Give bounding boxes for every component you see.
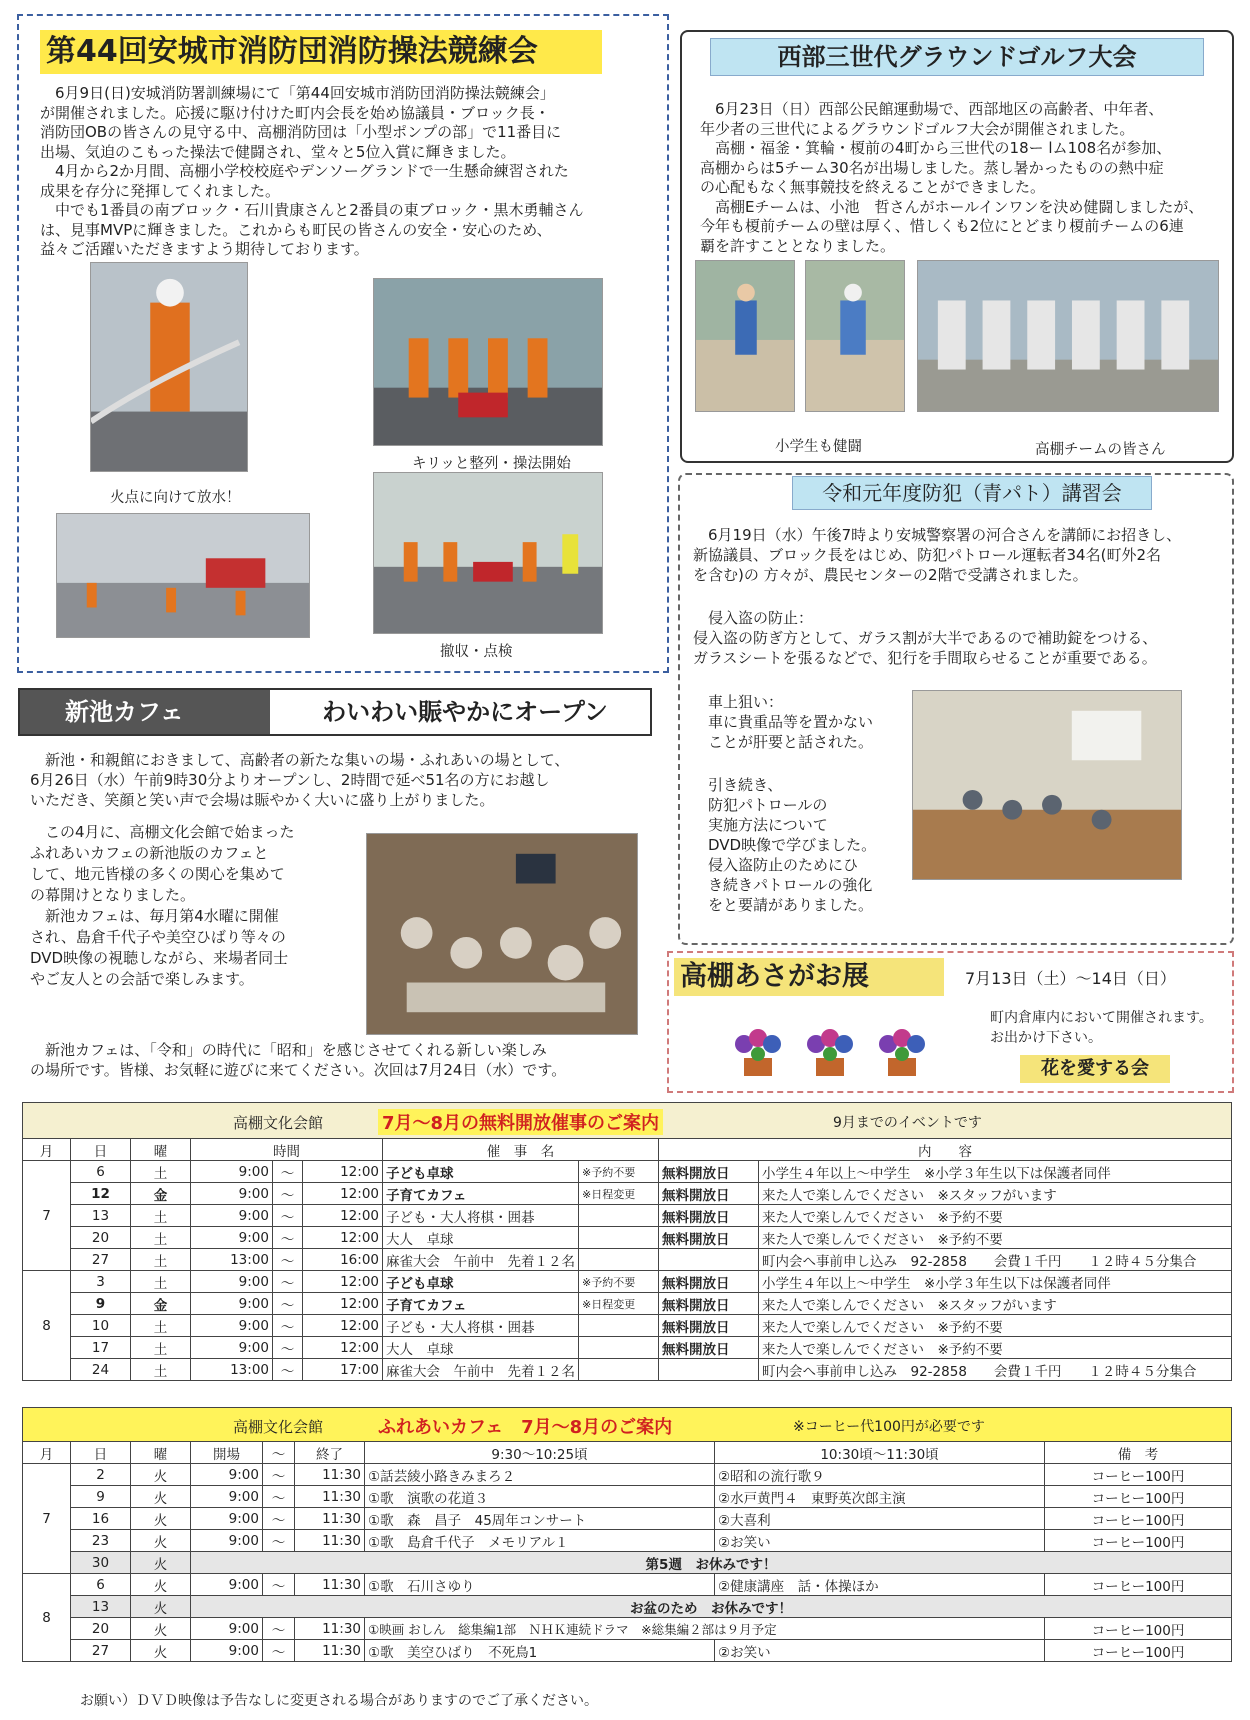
table-cell: 27 [71, 1249, 131, 1271]
golf-caption-1: 小学生も健闘 [775, 439, 862, 455]
table-cell: ②お笑い [715, 1530, 1045, 1552]
table-cell: ～ [263, 1618, 295, 1640]
table-cell: 無料開放日 [659, 1161, 759, 1183]
table-cell [579, 1249, 659, 1271]
table-cell: ～ [263, 1508, 295, 1530]
crime-body-4: 引き続き、 防犯パトロールの 実施方法について DVD映像で学びました。 侵入盗防止のためにひ き続きパトロールの強化 をと要請がありました。 [708, 776, 877, 914]
table-cell: 2 [71, 1464, 131, 1486]
table-cell: 9:00 [191, 1508, 263, 1530]
photo-crime-lecture [912, 690, 1182, 880]
table-cell: 小学生４年以上～中学生 ※小学３年生以下は保護者同伴 [759, 1161, 1232, 1183]
table-cell [579, 1205, 659, 1227]
table-cell: ～ [273, 1227, 303, 1249]
cafe-title-left: 新池カフェ [20, 690, 270, 734]
table-cell: コーヒー100円 [1045, 1640, 1232, 1662]
table-cell: 7 [23, 1161, 71, 1271]
table-cell: 備 考 [1045, 1442, 1232, 1464]
table-cell: コーヒー100円 [1045, 1508, 1232, 1530]
table-cell: ～ [263, 1574, 295, 1596]
table-row [23, 1293, 1232, 1315]
table-cell: 12:00 [303, 1271, 383, 1293]
table-cell: 開場 [191, 1442, 263, 1464]
table-cell: 9:00 [191, 1293, 273, 1315]
table-row [23, 1271, 1232, 1293]
table-cell: 23 [71, 1530, 131, 1552]
table-cell: 大人 卓球 [383, 1227, 579, 1249]
table-cell: ～ [273, 1205, 303, 1227]
table-cell: 土 [131, 1227, 191, 1249]
table-cell: 6 [71, 1161, 131, 1183]
table-cell: 12:00 [303, 1161, 383, 1183]
table-cell: 火 [131, 1596, 191, 1618]
table-cell [579, 1337, 659, 1359]
table-cell: 11:30 [295, 1618, 365, 1640]
table-cell: ①歌 島倉千代子 メモリアル１ [365, 1530, 715, 1552]
table-cell: ～ [273, 1359, 303, 1381]
table-cell: 11:30 [295, 1464, 365, 1486]
fureai-note: ※コーヒー代100円が必要です [793, 1419, 985, 1435]
table-cell: 11:30 [295, 1530, 365, 1552]
table-cell: ～ [273, 1183, 303, 1205]
table-cell: 9 [71, 1486, 131, 1508]
table-cell: 24 [71, 1359, 131, 1381]
table-cell: 土 [131, 1315, 191, 1337]
table-cell: 12:00 [303, 1337, 383, 1359]
table-cell: 火 [131, 1508, 191, 1530]
event-header [22, 1102, 1232, 1138]
golf-caption-2: 高棚チームの皆さん [1035, 442, 1166, 458]
table-row [23, 1337, 1232, 1359]
table-cell: 子育てカフェ [383, 1293, 579, 1315]
table-cell: 9:00 [191, 1161, 273, 1183]
table-row [23, 1183, 1232, 1205]
table-cell: ※予約不要 [579, 1271, 659, 1293]
flower-icon [728, 1024, 788, 1078]
table-row [23, 1508, 1232, 1530]
table-cell: ～ [273, 1161, 303, 1183]
cafe-body-1: 新池・和親館におきまして、高齢者の新たな集いの場・ふれあいの場として、 6月26日（水）午前9時30分よりオープンし、2時間で延べ51名の方にお越し いただき、笑顔と笑い声で会場は賑やかく大いに盛り上がりました。 [30, 751, 570, 809]
table-cell [579, 1227, 659, 1249]
table-cell: 来た人で楽しんでください ※予約不要 [759, 1315, 1232, 1337]
photo-cafe [366, 833, 638, 1035]
table-cell: 27 [71, 1640, 131, 1662]
table-cell: 13 [71, 1596, 131, 1618]
table-cell: ①歌 美空ひばり 不死鳥1 [365, 1640, 715, 1662]
table-cell: ～ [263, 1464, 295, 1486]
table-cell: 火 [131, 1640, 191, 1662]
table-cell: ※日程変更 [579, 1293, 659, 1315]
table-cell: 時間 [191, 1139, 383, 1161]
table-cell: 9:00 [191, 1464, 263, 1486]
table-cell: 8 [23, 1271, 71, 1381]
photo-golf-child [695, 260, 795, 412]
table-cell: 9:00 [191, 1183, 273, 1205]
table-row [23, 1315, 1232, 1337]
table-cell: 土 [131, 1249, 191, 1271]
table-header-row [23, 1139, 1232, 1161]
photo-golf-team [917, 260, 1219, 412]
fire-caption-1: 火点に向けて放水！ [110, 490, 241, 506]
table-cell: 3 [71, 1271, 131, 1293]
table-row [23, 1205, 1232, 1227]
table-cell: 20 [71, 1227, 131, 1249]
table-cell: 9 [71, 1293, 131, 1315]
table-cell: 9:00 [191, 1205, 273, 1227]
table-cell: 9:30～10:25頃 [365, 1442, 715, 1464]
photo-fire-cleanup [373, 472, 603, 634]
table-cell: 子ども・大人将棋・囲碁 [383, 1315, 579, 1337]
table-cell: ②水戸黄門４ 東野英次郎主演 [715, 1486, 1045, 1508]
table-cell: ①歌 演歌の花道３ [365, 1486, 715, 1508]
table-cell: 大人 卓球 [383, 1337, 579, 1359]
fire-caption-2: キリッと整列・操法開始 [412, 456, 571, 472]
table-cell: 催 事 名 [383, 1139, 659, 1161]
table-row [23, 1161, 1232, 1183]
table-cell: 16 [71, 1508, 131, 1530]
table-cell: 小学生４年以上～中学生 ※小学３年生以下は保護者同伴 [759, 1271, 1232, 1293]
table-cell: 13:00 [191, 1249, 273, 1271]
table-cell: 9:00 [191, 1271, 273, 1293]
cafe-title-right: わいわい賑やかにオープン [322, 698, 608, 726]
table-cell: 無料開放日 [659, 1205, 759, 1227]
table-cell: コーヒー100円 [1045, 1574, 1232, 1596]
table-cell [659, 1249, 759, 1271]
table-cell: コーヒー100円 [1045, 1486, 1232, 1508]
table-cell: 子ども卓球 [383, 1161, 579, 1183]
table-cell: 町内会へ事前申し込み 92-2858 会費１千円 １２時４５分集合 [759, 1359, 1232, 1381]
table-row [23, 1486, 1232, 1508]
table-cell: ※日程変更 [579, 1183, 659, 1205]
table-cell: 無料開放日 [659, 1293, 759, 1315]
table-cell: ～ [273, 1249, 303, 1271]
table-cell: 12:00 [303, 1205, 383, 1227]
table-cell: ②健康講座 話・体操ほか [715, 1574, 1045, 1596]
table-row [23, 1530, 1232, 1552]
table-cell: 日 [71, 1442, 131, 1464]
table-cell: 来た人で楽しんでください ※予約不要 [759, 1205, 1232, 1227]
table-row [23, 1464, 1232, 1486]
table-cell: 11:30 [295, 1486, 365, 1508]
table-cell: 土 [131, 1337, 191, 1359]
photo-fire-lineup [373, 278, 603, 446]
table-cell: 11:30 [295, 1508, 365, 1530]
table-cell: ～ [263, 1530, 295, 1552]
table-cell: 10:30頃～11:30頃 [715, 1442, 1045, 1464]
table-cell: 17:00 [303, 1359, 383, 1381]
table-cell: 曜 [131, 1139, 191, 1161]
fire-title: 第44回安城市消防団消防操法競練会 [40, 30, 602, 74]
fureai-table [22, 1441, 1232, 1662]
table-cell: 月 [23, 1139, 71, 1161]
table-cell: 無料開放日 [659, 1315, 759, 1337]
fureai-venue: 高棚文化会館 [233, 1418, 324, 1436]
table-cell: 町内会へ事前申し込み 92-2858 会費１千円 １２時４５分集合 [759, 1249, 1232, 1271]
crime-body-2: 侵入盗の防止： 侵入盗の防ぎ方として、ガラス割が大半であるので補助錠をつける、 ガラスシートを張るなどで、犯行を手間取らせることが重要である。 [693, 609, 1158, 667]
photo-golf-player [805, 260, 905, 412]
table-header-row [23, 1442, 1232, 1464]
event-note: 9月までのイベントです [833, 1115, 982, 1131]
golf-title: 西部三世代グラウンドゴルフ大会 [710, 38, 1204, 76]
table-row [23, 1640, 1232, 1662]
table-cell: 無料開放日 [659, 1337, 759, 1359]
table-cell: ①歌 森 昌子 45周年コンサート [365, 1508, 715, 1530]
table-cell: 16:00 [303, 1249, 383, 1271]
cafe-body-2: この4月に、高棚文化会館で始まった ふれあいカフェの新池版のカフェと して、地元皆様の多くの関心を集めて の幕開けとなりました。 新池カフェは、毎月第4水曜に開催 され、島倉千代子や美空ひばり等々の DVD映像の視聴しながら、来場者同士 やご友人との会話で楽しみます。 [30, 823, 295, 988]
golf-body: 6月23日（日）西部公民館運動場で、西部地区の高齢者、中年者、 年少者の三世代によるグラウンドゴルフ大会が開催されました。 高棚・福釜・箕輪・榎前の4町から三世代の18ー lム108名が参加、 高棚からは5チーム30名が出場しました。蒸し暑かったものの熱中症 の心配もなく無事競技を終えることができました。 高棚Eチームは、小池 哲さんがホールインワンを決め健闘しましたが、 今年も榎前チームの壁は厚く、惜しくも2位にとどまり榎前チームの6連 覇を許すこととなりました。 [700, 100, 1204, 255]
table-cell: 火 [131, 1574, 191, 1596]
table-row [23, 1618, 1232, 1640]
table-cell: 曜 [131, 1442, 191, 1464]
table-cell: ①歌 石川さゆり [365, 1574, 715, 1596]
asagao-body: 町内倉庫内において開催されます。 お出かけ下さい。 [990, 1010, 1213, 1046]
flower-icon [872, 1024, 932, 1078]
table-cell: コーヒー100円 [1045, 1530, 1232, 1552]
table-cell: お盆のため お休みです！ [191, 1596, 1232, 1618]
table-cell: 6 [71, 1574, 131, 1596]
crime-body-1: 6月19日（水）午後7時より安城警察署の河合さんを講師にお招きし、 新協議員、ブロック長をはじめ、防犯パトロール運転者34名(町外2名 を含む)の 方々が、農民センターの2階で受講されました。 [693, 526, 1182, 584]
table-cell: 無料開放日 [659, 1227, 759, 1249]
table-cell [659, 1359, 759, 1381]
crime-body-3: 車上狙い： 車に貴重品等を置かない ことが肝要と話された。 [708, 693, 874, 751]
table-row [23, 1574, 1232, 1596]
table-cell: 10 [71, 1315, 131, 1337]
table-cell: 火 [131, 1486, 191, 1508]
table-cell: 土 [131, 1359, 191, 1381]
table-cell: ～ [263, 1640, 295, 1662]
crime-title: 令和元年度防犯（青パト）講習会 [792, 476, 1152, 510]
table-cell: ～ [273, 1315, 303, 1337]
table-cell: 土 [131, 1271, 191, 1293]
table-cell: 金 [131, 1183, 191, 1205]
table-row [23, 1249, 1232, 1271]
table-cell: 12:00 [303, 1183, 383, 1205]
table-cell: 17 [71, 1337, 131, 1359]
photo-fire-field [56, 513, 310, 638]
table-cell: 火 [131, 1530, 191, 1552]
table-cell: 9:00 [191, 1640, 263, 1662]
table-row [23, 1359, 1232, 1381]
event-venue: 高棚文化会館 [233, 1114, 324, 1132]
table-cell: ～ [273, 1337, 303, 1359]
table-row [23, 1552, 1232, 1574]
table-cell: 12:00 [303, 1227, 383, 1249]
table-cell: 30 [71, 1552, 131, 1574]
table-cell: 9:00 [191, 1337, 273, 1359]
table-cell: 終了 [295, 1442, 365, 1464]
table-cell: 12:00 [303, 1293, 383, 1315]
table-cell: 9:00 [191, 1574, 263, 1596]
table-cell: 金 [131, 1293, 191, 1315]
table-cell: 11:30 [295, 1640, 365, 1662]
table-cell: 麻雀大会 午前中 先着１２名 [383, 1249, 579, 1271]
table-cell: 土 [131, 1161, 191, 1183]
asagao-date: 7月13日（土）～14日（日） [965, 969, 1176, 988]
table-cell: 13:00 [191, 1359, 273, 1381]
table-cell: 子育てカフェ [383, 1183, 579, 1205]
table-cell: 9:00 [191, 1618, 263, 1640]
table-cell: 土 [131, 1205, 191, 1227]
table-cell: 11:30 [295, 1574, 365, 1596]
table-cell: 来た人で楽しんでください ※予約不要 [759, 1227, 1232, 1249]
asagao-title: 高棚あさがお展 [674, 958, 944, 996]
table-cell: ①映画 おしん 総集編1部 ＮＨＫ連続ドラマ ※総集編２部は９月予定 [365, 1618, 1045, 1640]
table-cell: ～ [263, 1486, 295, 1508]
table-cell: 来た人で楽しんでください ※予約不要 [759, 1337, 1232, 1359]
table-row [23, 1227, 1232, 1249]
table-cell: 内 容 [659, 1139, 1232, 1161]
table-cell: 9:00 [191, 1315, 273, 1337]
table-cell: 7 [23, 1464, 71, 1574]
asagao-org: 花を愛する会 [1020, 1055, 1170, 1083]
table-cell: ②大喜利 [715, 1508, 1045, 1530]
table-cell: コーヒー100円 [1045, 1618, 1232, 1640]
table-cell: 月 [23, 1442, 71, 1464]
fureai-title: ふれあいカフェ 7月～8月のご案内 [378, 1417, 673, 1438]
fire-caption-3: 撤収・点検 [440, 644, 513, 660]
table-cell: コーヒー100円 [1045, 1464, 1232, 1486]
table-cell: 12 [71, 1183, 131, 1205]
table-cell: ～ [273, 1293, 303, 1315]
table-cell: 13 [71, 1205, 131, 1227]
table-cell: 火 [131, 1464, 191, 1486]
table-cell: 無料開放日 [659, 1271, 759, 1293]
table-cell: 来た人で楽しんでください ※スタッフがいます [759, 1293, 1232, 1315]
flower-icon [800, 1024, 860, 1078]
table-cell: 子ども卓球 [383, 1271, 579, 1293]
table-cell: ～ [273, 1271, 303, 1293]
table-cell: 無料開放日 [659, 1183, 759, 1205]
table-cell: 9:00 [191, 1530, 263, 1552]
table-cell: ①話芸綾小路きみまろ２ [365, 1464, 715, 1486]
cafe-body-3: 新池カフェは、「令和」の時代に「昭和」を感じさせてくれる新しい楽しみ の場所です。皆様、お気軽に遊びに来てください。次回は7月24日（水）です。 [30, 1041, 567, 1079]
table-cell: 12:00 [303, 1315, 383, 1337]
event-table [22, 1138, 1232, 1381]
table-cell: 子ども・大人将棋・囲碁 [383, 1205, 579, 1227]
table-cell: 9:00 [191, 1486, 263, 1508]
table-cell [579, 1359, 659, 1381]
table-row [23, 1596, 1232, 1618]
fureai-header [22, 1407, 1232, 1441]
table-cell: 20 [71, 1618, 131, 1640]
table-cell: 麻雀大会 午前中 先着１２名 [383, 1359, 579, 1381]
table-cell: 9:00 [191, 1227, 273, 1249]
event-title: 7月～8月の無料開放催事のご案内 [378, 1109, 663, 1135]
table-cell: 火 [131, 1552, 191, 1574]
fire-body: 6月9日(日)安城消防署訓練場にて「第44回安城市消防団消防操法競練会」 が開催されました。応援に駆け付けた町内会長を始め協議員・ブロック長・ 消防団OBの皆さんの見守る中、高棚消防団は「小型ポンプの部」で11番目に 出場、気迫のこもった操法で健闘され、堂々と5位入賞に輝きました。 4月から2か月間、高棚小学校校庭やデンソーグランドで一生懸命練習された 成果を存分に発揮してくれました。 中でも1番員の南ブロック・石川貴康さんと2番員の東ブロック・黒木勇輔さん は、見事MVPに輝きました。これからも町民の皆さんの安全・安心のため、 益々ご活躍いただきますよう期待しております。 [40, 84, 584, 258]
table-cell: ～ [263, 1442, 295, 1464]
table-cell: ※予約不要 [579, 1161, 659, 1183]
table-cell: 来た人で楽しんでください ※スタッフがいます [759, 1183, 1232, 1205]
table-cell: 第5週 お休みです！ [191, 1552, 1232, 1574]
fureai-footer: お願い）ＤＶＤ映像は予告なしに変更される場合がありますのでご了承ください。 [80, 1693, 598, 1709]
table-cell: ②昭和の流行歌９ [715, 1464, 1045, 1486]
table-cell: ②お笑い [715, 1640, 1045, 1662]
photo-fire-hose [90, 262, 248, 472]
table-cell: 火 [131, 1618, 191, 1640]
table-cell [579, 1315, 659, 1337]
table-cell: 日 [71, 1139, 131, 1161]
table-cell: 8 [23, 1574, 71, 1662]
